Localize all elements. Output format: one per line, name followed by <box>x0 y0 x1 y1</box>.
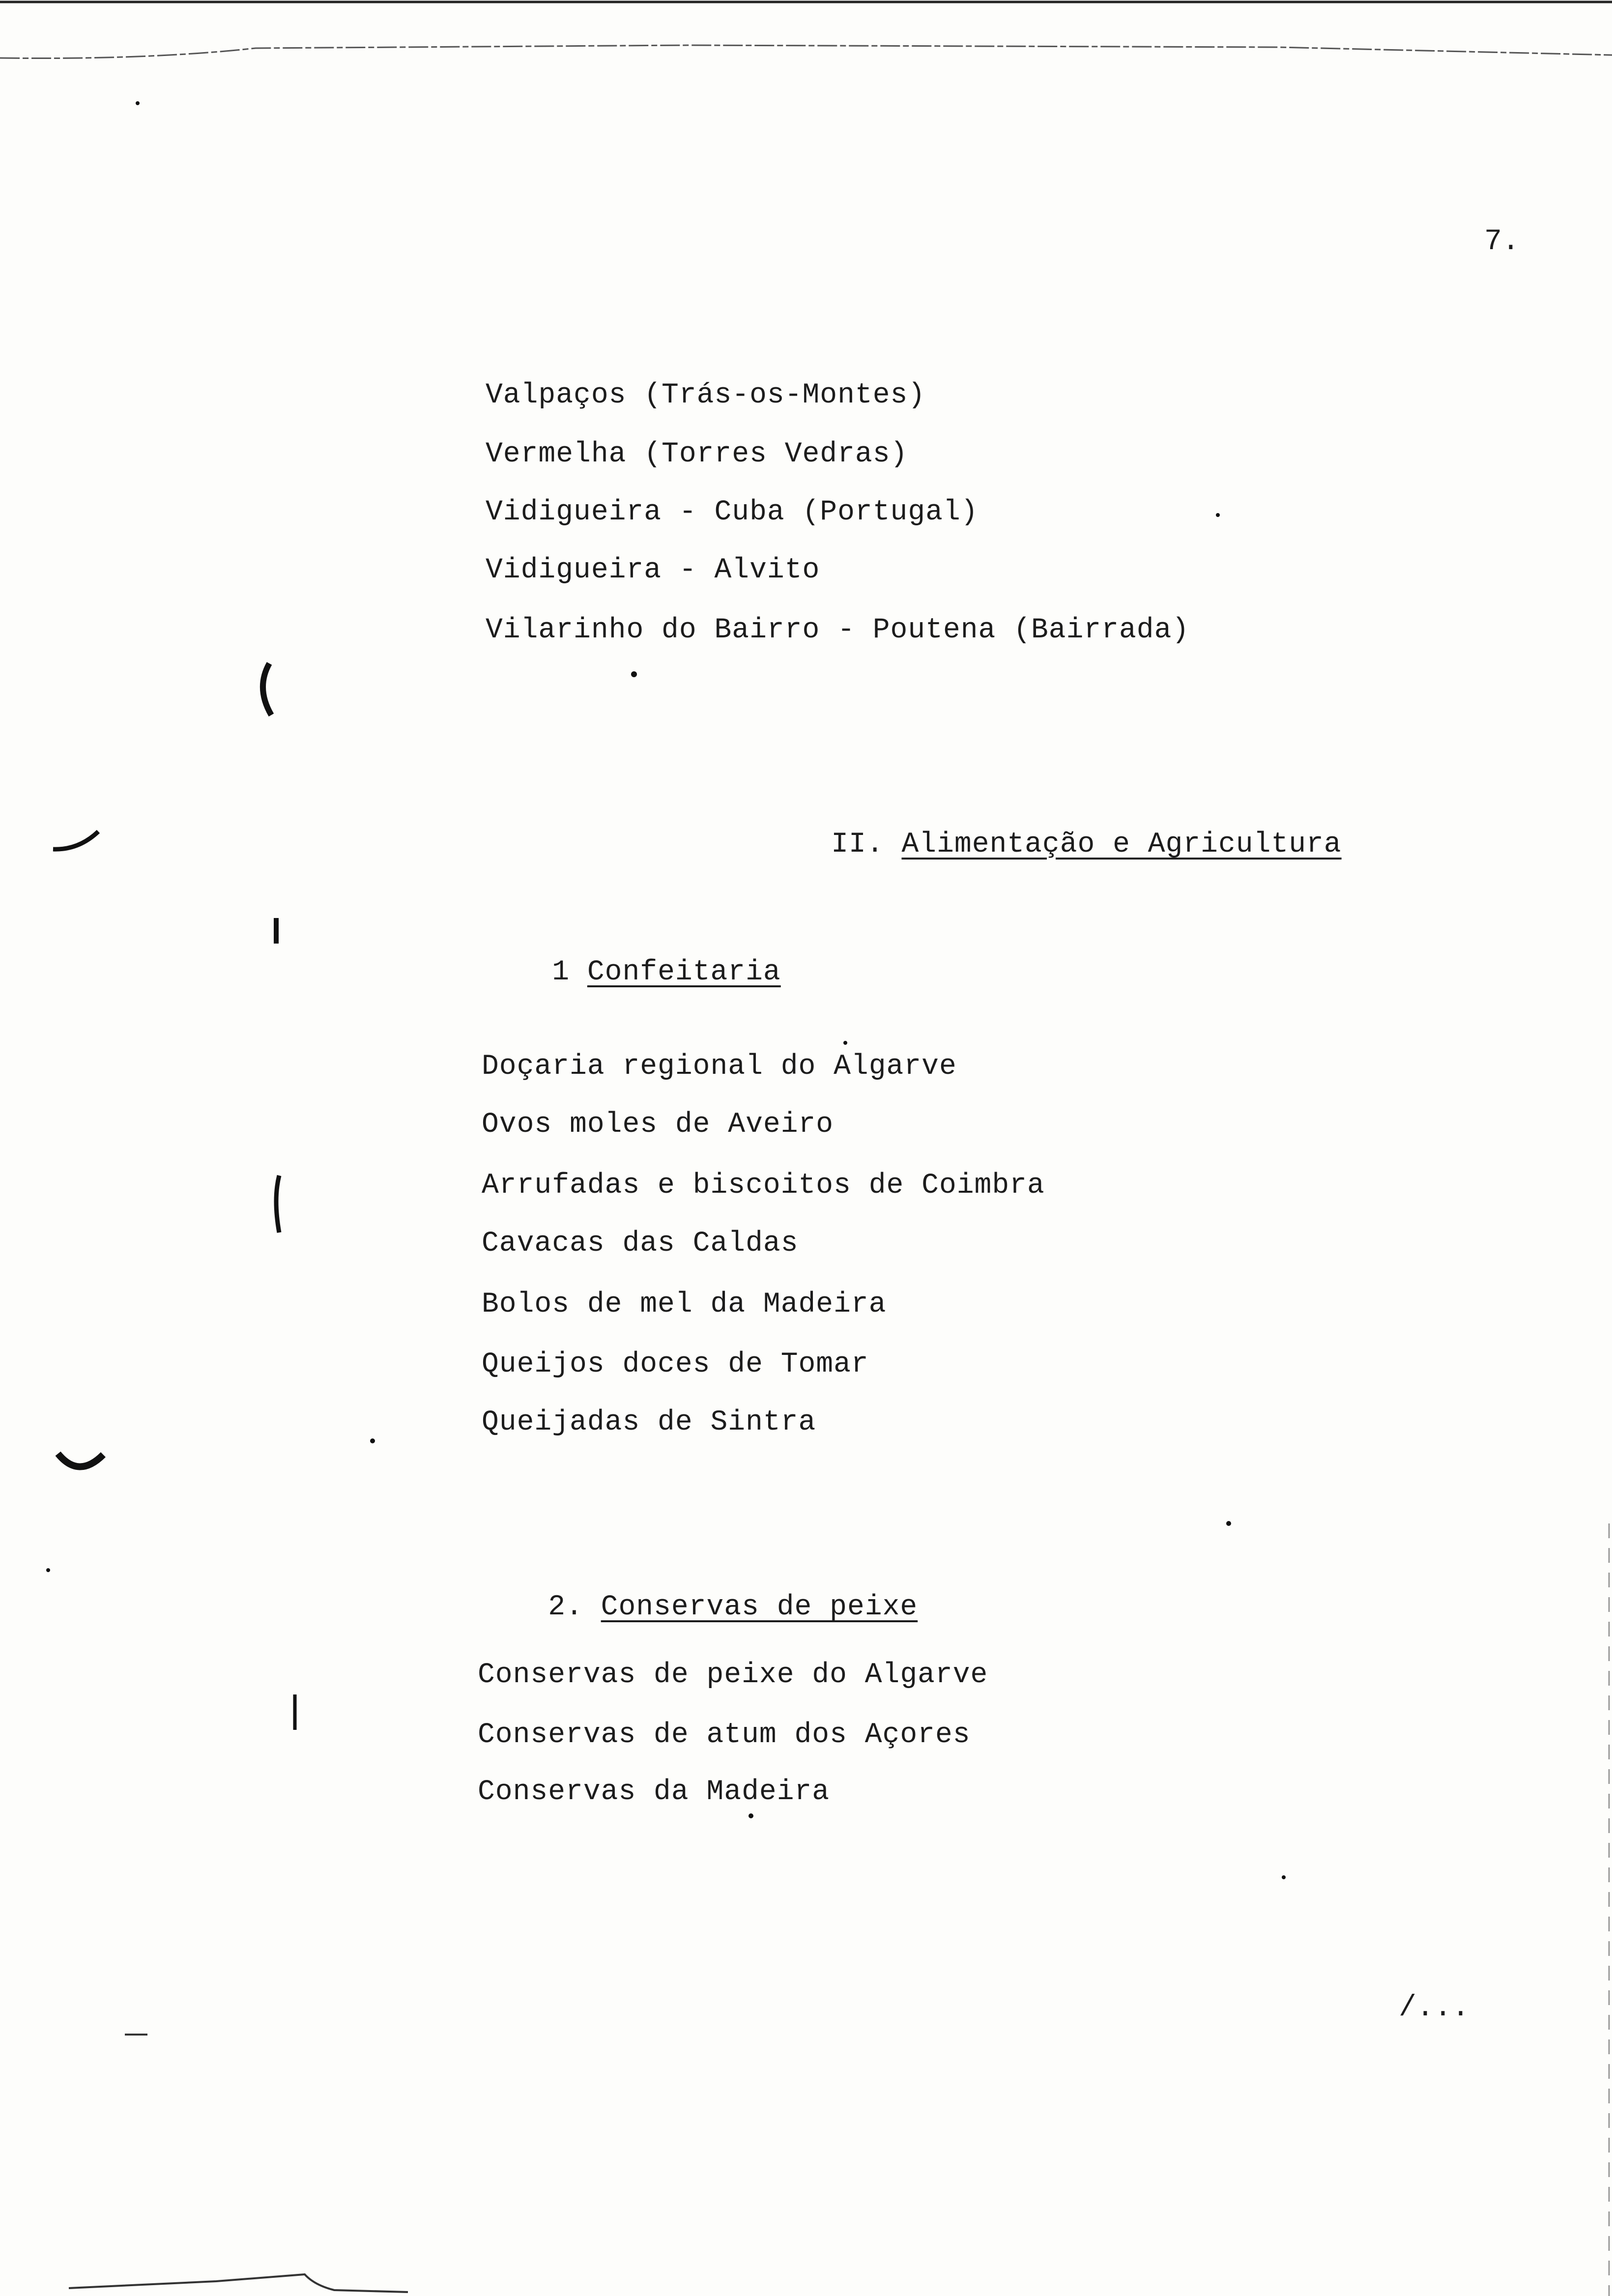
list-item: Doçaria regional do Algarve <box>482 1051 957 1083</box>
section-title: Alimentação e Agricultura <box>901 829 1342 861</box>
speck-1 <box>631 671 637 677</box>
subsection-title: Confeitaria <box>587 956 781 988</box>
list-item: Valpaços (Trás-os-Montes) <box>486 379 926 411</box>
list-item: Bolos de mel da Madeira <box>482 1289 887 1320</box>
speck-8 <box>46 1568 50 1572</box>
left-mark-5 <box>58 1454 103 1467</box>
left-mark-1 <box>263 663 271 715</box>
list-item: Conservas de peixe do Algarve <box>478 1659 988 1691</box>
list-item: Queijos doces de Tomar <box>482 1349 869 1380</box>
speck-3 <box>1226 1521 1231 1526</box>
list-item: Vilarinho do Bairro - Poutena (Bairrada) <box>486 614 1190 646</box>
subsection-number: 1 <box>552 956 570 988</box>
subsection-title: Conservas de peixe <box>601 1591 918 1623</box>
speck-9 <box>136 101 140 105</box>
subsection-heading <box>482 921 781 1024</box>
list-item: Queijadas de Sintra <box>482 1406 816 1438</box>
list-item: Arrufadas e biscoitos de Coimbra <box>482 1170 1045 1202</box>
list-item: Vermelha (Torres Vedras) <box>486 438 908 470</box>
speck-7 <box>843 1041 847 1045</box>
list-item: Cavacas das Caldas <box>482 1228 799 1260</box>
top-scan-streak <box>0 45 1612 58</box>
speck-4 <box>748 1813 753 1818</box>
list-item: Ovos moles de Aveiro <box>482 1109 834 1141</box>
left-mark-2 <box>53 832 98 849</box>
subsection-number: 2. <box>548 1591 583 1623</box>
subsection-heading <box>478 1556 918 1659</box>
section-numeral: II. <box>831 829 884 861</box>
list-item: Vidigueira - Alvito <box>486 554 820 586</box>
continuation-mark: /... <box>1399 1991 1470 2025</box>
speck-5 <box>1282 1875 1286 1879</box>
speck-2 <box>370 1438 375 1443</box>
list-item: Conservas de atum dos Açores <box>478 1719 971 1751</box>
section-heading <box>761 793 1342 896</box>
list-item: Conservas da Madeira <box>478 1776 830 1808</box>
bottom-scan-streak <box>69 2274 408 2292</box>
page-number: 7. <box>1484 225 1520 258</box>
list-item: Vidigueira - Cuba (Portugal) <box>486 496 979 528</box>
speck-6 <box>1216 513 1220 517</box>
left-mark-4 <box>276 1176 279 1233</box>
